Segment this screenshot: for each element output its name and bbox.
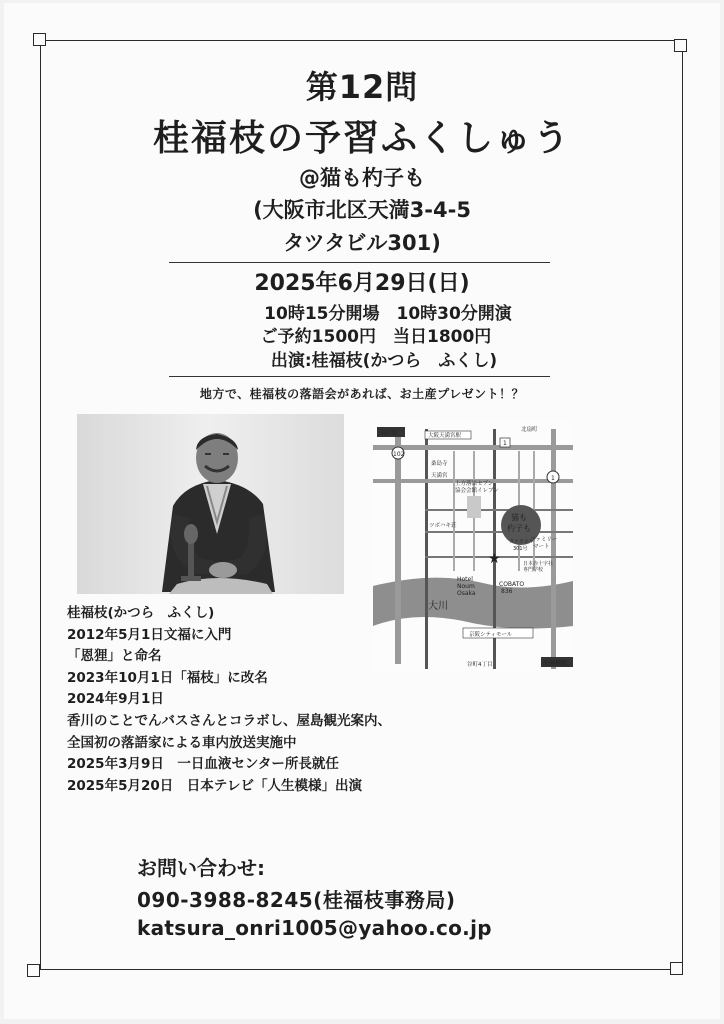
bio-line: 桂福枝(かつら ふくし) — [67, 605, 215, 621]
map-label-family: ファミリー — [530, 537, 558, 543]
bio-line: 2023年10月1日「福枝」に改名 — [67, 669, 268, 686]
corner-mark-bottom-right — [670, 962, 683, 975]
map-label-seven: セブン — [477, 481, 494, 487]
map-venue-building: タツタビル — [509, 539, 534, 545]
contact-heading: お問い合わせ: — [137, 856, 265, 880]
divider-top — [169, 262, 550, 263]
venue-address-line1: (大阪市北区天満3-4-5 — [253, 198, 471, 222]
map-label-cobato2: 836 — [501, 588, 513, 595]
map-label-kamigata2: 協会会館 — [455, 488, 478, 494]
map-venue-label1: 猫も — [511, 513, 527, 522]
map-label-hospital: 日本赤十字社 — [523, 561, 554, 567]
divider-bottom — [169, 376, 550, 377]
map-label-hotel2: Noum — [457, 583, 475, 590]
performer-bio — [67, 603, 667, 797]
bio-line: 香川のことでんバスさんとコラボし、屋島観光案内、 — [67, 712, 391, 729]
bio-line: 2024年9月1日 — [67, 691, 164, 708]
performer-photo — [77, 414, 344, 594]
event-prices: ご予約1500円 当日1800円 — [260, 327, 492, 347]
map-label-tenmangu-shop: 大阪天満宮駅 — [428, 433, 462, 439]
map-label-keihan-mall: 京阪シティモール — [469, 632, 513, 638]
contact-email: katsura_onri1005@yahoo.co.jp — [137, 916, 492, 940]
event-date: 2025年6月29日(日) — [254, 271, 470, 296]
bio-line: 2012年5月1日文福に入門 — [67, 626, 232, 643]
map-route-102: 102 — [393, 451, 405, 458]
souvenir-notice: 地方で、桂福枝の落語会があれば、お土産プレゼント！？ — [199, 387, 525, 401]
corner-mark-bottom-left — [27, 964, 40, 977]
map-label-seven2: イレブン — [477, 488, 499, 494]
map-label-river: 大川 — [428, 601, 448, 612]
map-label-tenmangu: 天満宮 — [431, 473, 448, 479]
map-label-family2: マート — [533, 544, 550, 550]
event-times: 10時15分開場 10時30分開演 — [264, 304, 512, 324]
bio-line: 2025年5月20日 日本テレビ「人生模様」出演 — [67, 777, 362, 794]
contact-phone: 090-3988-8245(桂福枝事務局) — [137, 888, 456, 912]
map-label-kuwatoji: 桑島寺 — [431, 461, 448, 467]
map-venue-room: 301号 — [513, 546, 528, 552]
map-route-1b: 1 — [551, 475, 555, 482]
bio-line: 全国初の落語家による車内放送実施中 — [67, 734, 297, 751]
corner-mark-top-right — [674, 39, 687, 52]
bio-line: 「恩狸」と命名 — [67, 648, 162, 665]
map-label-kamigata: 上方落語 — [455, 481, 478, 487]
map-venue-label2: 杓子も — [507, 524, 531, 533]
map-label-hotel1: Hotel — [457, 576, 473, 583]
corner-mark-top-left — [33, 33, 46, 46]
venue-name: @猫も杓子も — [299, 166, 425, 190]
event-cast: 出演:桂福枝(かつら ふくし) — [270, 351, 498, 371]
map-route-1: 1 — [503, 440, 507, 447]
map-label-hotel3: Osaka — [457, 590, 476, 597]
event-title: 桂福枝の予習ふくしゅう — [152, 118, 571, 159]
map-label-kita-ogimachi: 北扇町 — [521, 427, 538, 433]
map-label-tenmabashi-station: 天満橋駅 — [543, 660, 568, 667]
map-label-tsubaki: ツボハキ荘 — [429, 523, 457, 529]
map-label-hospital2: 専門学校 — [523, 567, 544, 573]
map-label-station-top: 扇町駅 — [380, 430, 399, 437]
map-label-cobato: COBATO — [499, 581, 525, 588]
edition-number: 第12問 — [305, 68, 419, 106]
venue-address-line2: タツタビル301) — [283, 231, 441, 255]
venue-star-icon: ★ — [488, 551, 501, 567]
map-label-tanimachi: 谷町4丁目 — [467, 662, 493, 668]
bio-line: 2025年3月9日 一日血液センター所長就任 — [67, 756, 339, 773]
